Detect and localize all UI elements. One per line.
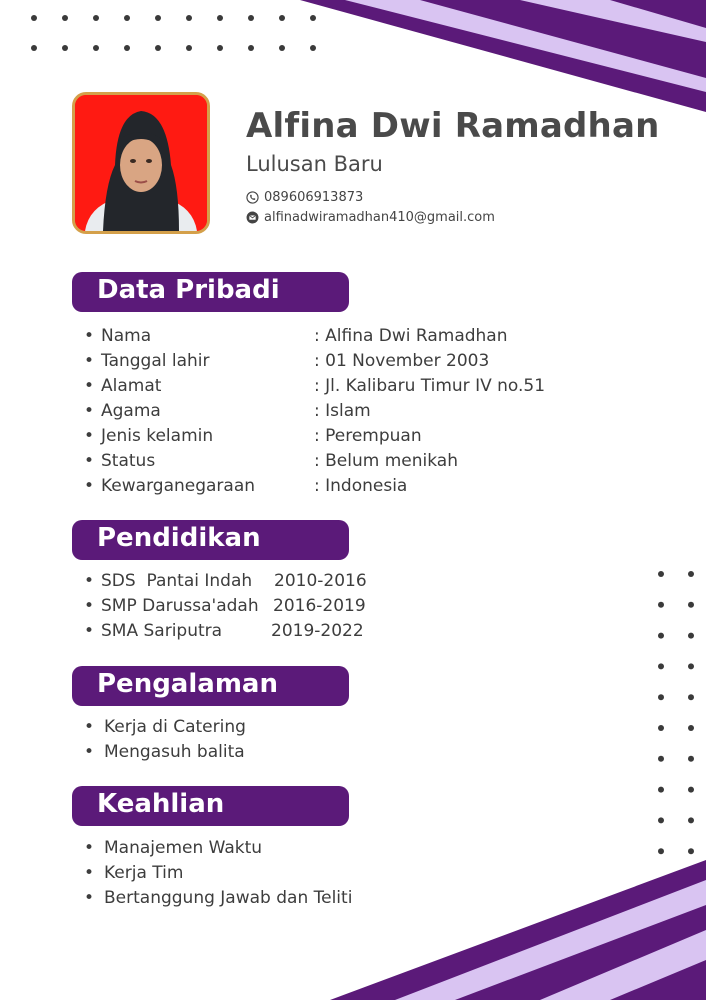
decorative-dot (658, 848, 664, 854)
decorative-dot (658, 725, 664, 731)
decorative-dot (279, 45, 285, 51)
top-right-stripes (300, 0, 706, 112)
decorative-dot (31, 45, 37, 51)
contact-phone (246, 190, 363, 205)
decorative-dot (186, 45, 192, 51)
decorative-dot (688, 602, 694, 608)
decorative-dot (688, 694, 694, 700)
decorative-dot (688, 848, 694, 854)
decorative-dot (93, 45, 99, 51)
decorative-dot (658, 756, 664, 762)
decorative-dot (658, 633, 664, 639)
decorative-dot (31, 15, 37, 21)
section-title: Keahlian (97, 789, 225, 819)
decorative-dot (248, 15, 254, 21)
decorative-dot (124, 15, 130, 21)
decorative-dot (310, 45, 316, 51)
dot-grid-right (652, 562, 702, 862)
decorative-dot (688, 633, 694, 639)
candidate-name: Alfina Dwi Ramadhan (246, 106, 660, 146)
decorative-dot (688, 571, 694, 577)
decorative-dot (688, 817, 694, 823)
decorative-dot (155, 45, 161, 51)
decorative-dot (62, 45, 68, 51)
decorative-dot (658, 571, 664, 577)
profile-photo-illustration (75, 95, 207, 231)
section-header-data-pribadi (72, 272, 349, 312)
section-title: Pengalaman (97, 669, 278, 699)
decorative-dot (688, 787, 694, 793)
section-title: Data Pribadi (97, 275, 280, 305)
decorative-dot (658, 602, 664, 608)
decorative-dot (688, 756, 694, 762)
phone-icon (246, 191, 259, 204)
decorative-dot (658, 663, 664, 669)
section-title: Pendidikan (97, 523, 261, 553)
email-address: alfinadwiramadhan410@gmail.com (264, 210, 495, 225)
decorative-dot (688, 725, 694, 731)
decorative-dot (93, 15, 99, 21)
decorative-dot (658, 694, 664, 700)
phone-number: 089606913873 (264, 190, 364, 205)
profile-photo (72, 92, 210, 234)
decorative-dot (217, 15, 223, 21)
decorative-dot (217, 45, 223, 51)
decorative-dot (310, 15, 316, 21)
decorative-dot (279, 15, 285, 21)
section-header-keahlian (72, 786, 349, 826)
dot-grid-top (20, 6, 330, 56)
section-header-pengalaman (72, 666, 349, 706)
bottom-right-stripes (330, 860, 706, 1000)
contact-email (246, 210, 495, 225)
candidate-subtitle: Lulusan Baru (246, 152, 383, 176)
email-icon (246, 211, 259, 224)
decorative-dot (658, 787, 664, 793)
decorative-dot (688, 663, 694, 669)
decorative-dot (62, 15, 68, 21)
decorative-dot (186, 15, 192, 21)
decorative-dot (124, 45, 130, 51)
decorative-dot (155, 15, 161, 21)
decorative-dot (248, 45, 254, 51)
section-header-pendidikan (72, 520, 349, 560)
decorative-dot (658, 817, 664, 823)
